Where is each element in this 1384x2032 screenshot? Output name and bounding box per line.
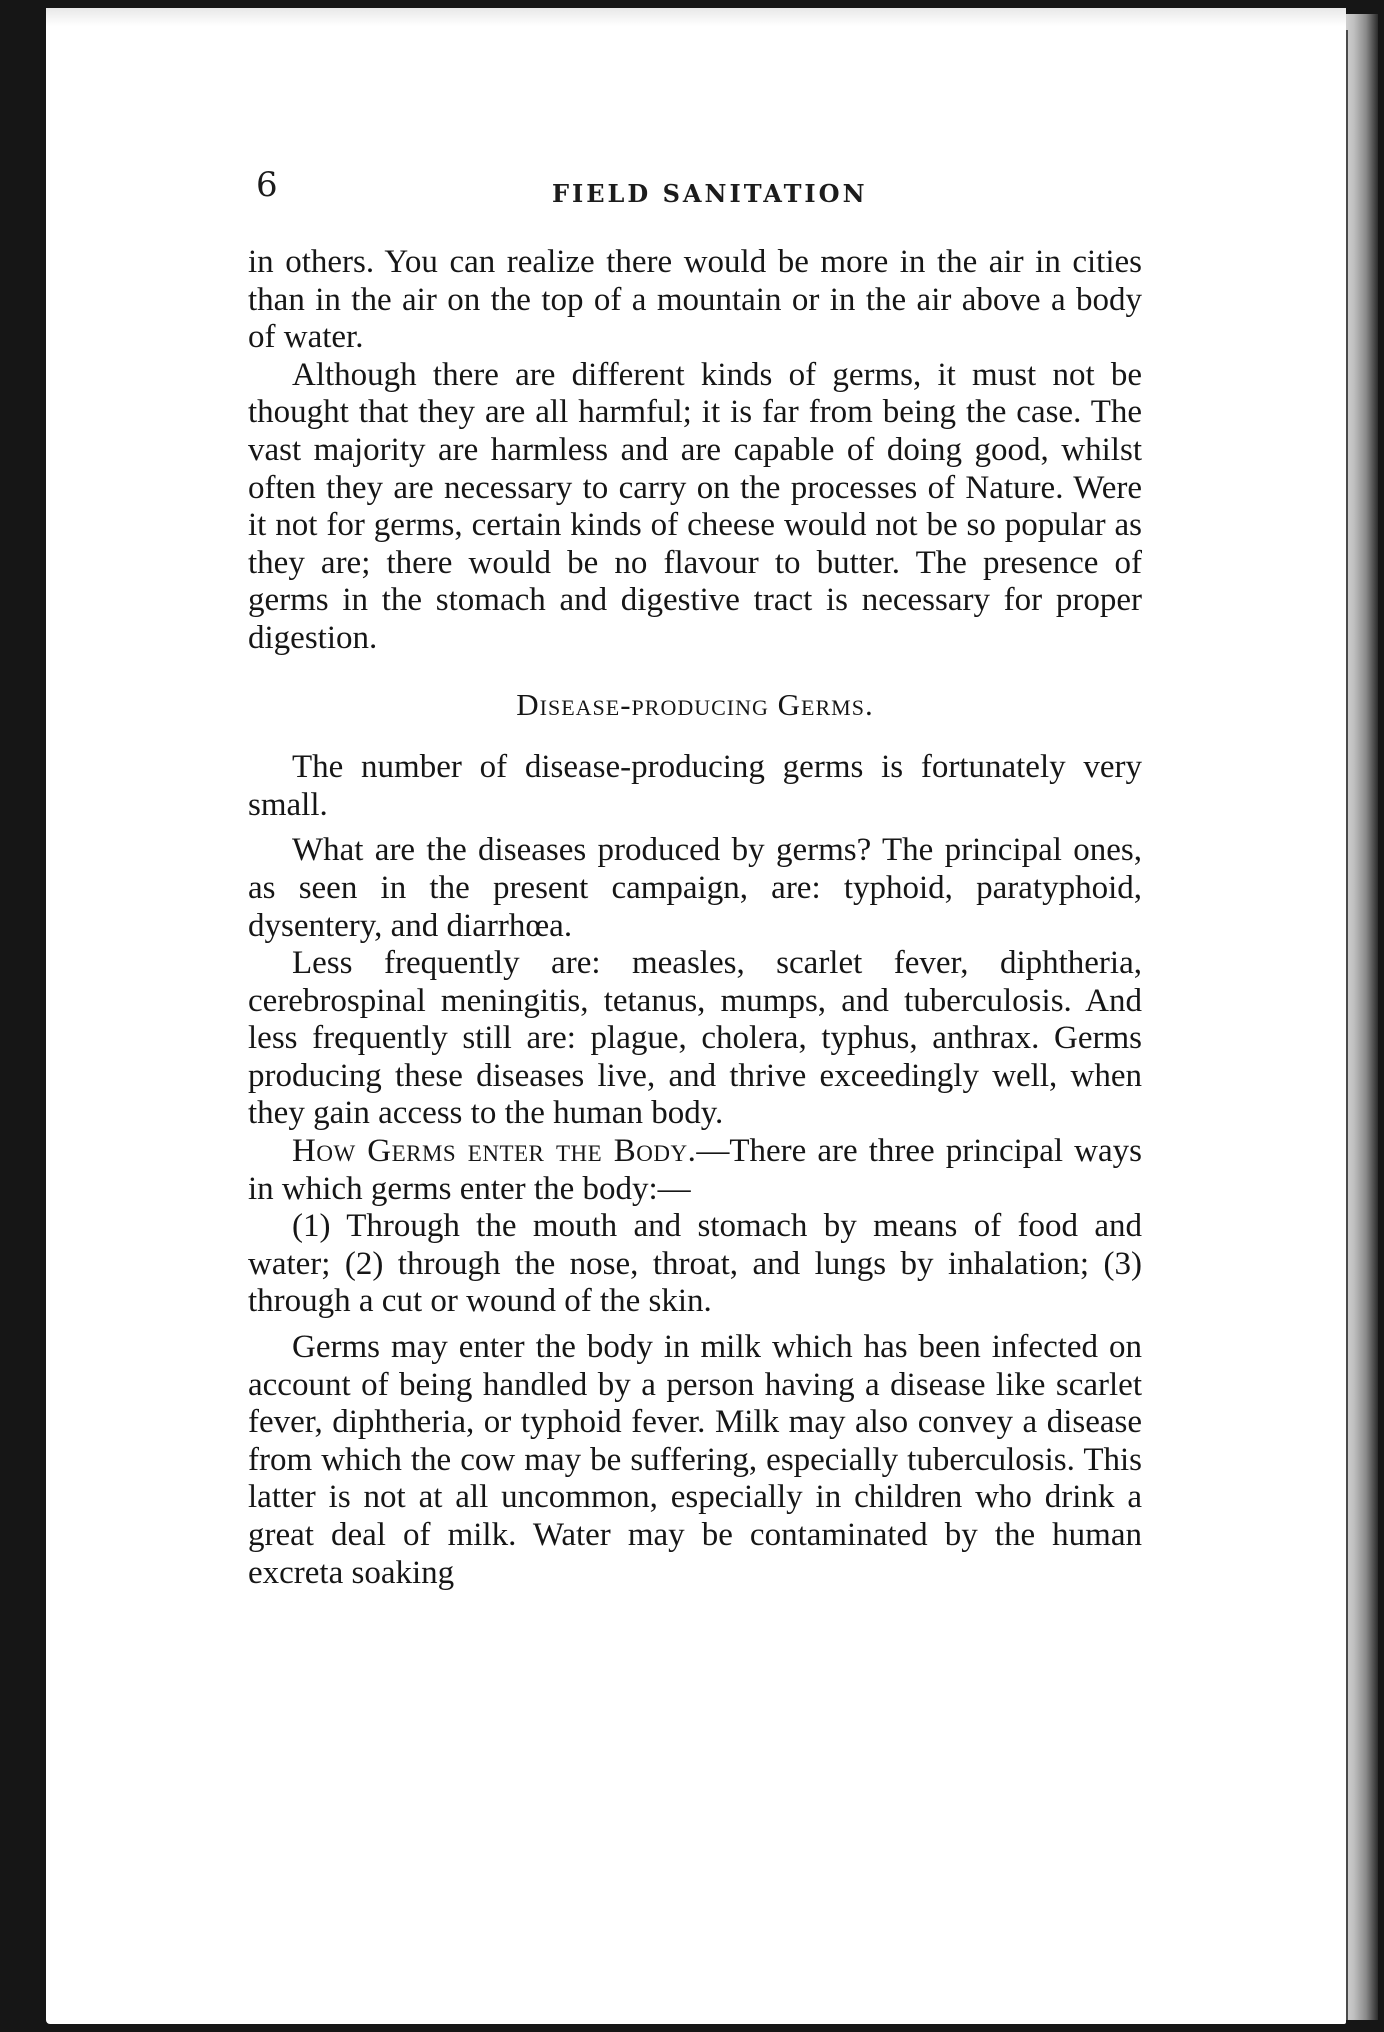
section-heading: Disease-producing Germs. xyxy=(516,686,874,722)
paragraph-germs-harmless: Although there are different kinds of germs, it must not be thought that they are all harmful; it is far from being the case. The vast majority are harmless and are capable of doing good, whilst often they are necessary to carry on the processes of Nature. Were it not for germs, certain kinds of cheese would not be so popular as they are; there would be no flavour to butter. The presence of germs in the stomach and digestive tract is necessary for proper digestion. xyxy=(248,356,1142,656)
page-number: 6 xyxy=(256,165,278,205)
paragraph-continued: in others. You can realize there would be more in the air in cities than in the air on the top of a mountain or in the air above a body of water. xyxy=(248,244,1142,356)
paragraph-entry-ways: (1) Through the mouth and stomach by means of food and water; (2) through the nose, throat, and lungs by inhalation; (3) through a cut or wound of the skin. xyxy=(248,1208,1142,1320)
run-in-text: —There are three principal ways in which germs enter the body:— xyxy=(248,1133,1142,1207)
paragraph-milk-water: Germs may enter the body in milk which has been infected on account of being handled by a person having a disease like scarlet fever, diphtheria, or typhoid fever. Milk may also convey a disease from which the cow may be suffering, especially tuberculosis. This latter is not at all uncommon, especially in children who drink a great deal of milk. Water may be contaminated by the human excreta soaking xyxy=(248,1329,1142,1591)
running-title: FIELD SANITATION xyxy=(552,179,868,208)
paragraph-how-germs-enter xyxy=(248,1133,1142,1208)
page-body xyxy=(248,244,1142,1592)
paragraph-disease-germs-number: The number of disease-producing germs is fortunately very small. xyxy=(248,749,1142,823)
run-in-heading: How Germs enter the Body. xyxy=(292,1133,697,1170)
page-top-shadow xyxy=(46,8,1346,26)
paragraph-diseases-produced: What are the diseases produced by germs? The principal ones, as seen in the present campaign, are: typhoid, paratyphoid, dysentery, and diarrhœa. xyxy=(248,832,1142,944)
paragraph-less-frequent-diseases: Less frequently are: measles, scarlet fever, diphtheria, cerebrospinal meningitis, tetanus, mumps, and tuberculosis. And less frequently still are: plague, cholera, typhus, anthrax. Germs producing these diseases live, and thrive exceedingly well, when they gain access to the human body. xyxy=(248,945,1142,1132)
running-head xyxy=(256,165,1136,225)
